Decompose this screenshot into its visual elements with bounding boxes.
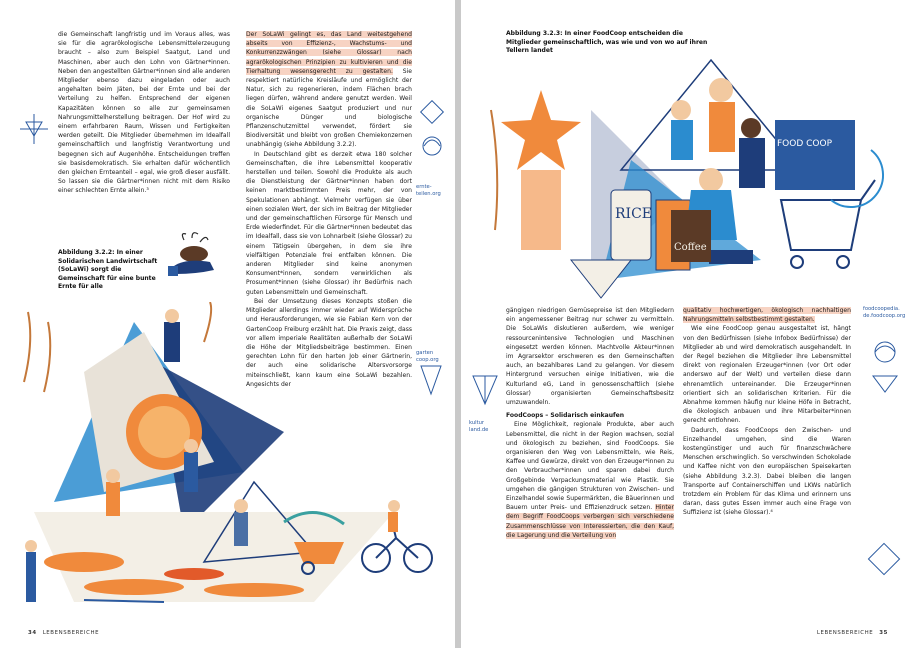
foodcoop-illustration — [481, 50, 901, 300]
right-col1-paragraph-2 — [506, 420, 674, 540]
compass-icon — [18, 112, 50, 146]
left-col2-paragraph-1 — [246, 30, 412, 150]
right-col2-paragraph-3: Dadurch, dass FoodCoops den Zwischen- und Einzelhandel umgehen, sind die Waren kostengünstiger und auch für finanzschwächere Menschen erschwinglich. So verschwinden Schokolade und Kaffee nicht von den europäischen Speisekarten (siehe Abbildung 3.2.3). Dabei bleiben die langen Transporte auf Containerschiffen und LKWs natürlich trotzdem ein Problem für das Klima und erinnern uns daran, dass gutes Essen immer auch eine Frage von Suffizienz ist (siehe Glossar).⁴ — [683, 426, 851, 517]
section-heading-foodcoops: FoodCoops – Solidarisch einkaufen — [506, 412, 625, 420]
left-col2-paragraph-3: Bei der Umsetzung dieses Konzepts stoßen die Mitglieder allerdings immer wieder auf Widersprüche und Herausforderungen, wie sie Fabian Kern von der GartenCoop Freiburg erzählt hat. Die Praxis zeigt, dass vor allem imperiale Realitäten außerhalb der SoLaWi die Höhe der Mitgliedsbeiträge bestimmen. Einen gerechten Lohn für den harten Job einer Gärtnerin, der auch eine solidarische Altersvorsorge miteinschließt, kann kaum eine SoLaWi bezahlen. Angesichts der — [246, 297, 412, 388]
left-col2-paragraph-1-rest: Sie respektiert natürliche Kreisläufe und ermöglicht der Natur, sich zu regenerieren, indem Flächen brach liegen dürfen, während andere genutzt werden. Weil die SoLaWi eigenes Saatgut produziert und nur organische Dünger und biologische Pflanzenschutzmittel verwendet, fördert sie Biodiversität und bleibt von großen Chemiekonzernen unabhängig (siehe Abbildung 3.2.2). — [246, 67, 412, 149]
right-col1-paragraph-1: gängigen niedrigen Gemüsepreise ist den Mitgliedern ein angemessener Beitrag nur schwer zu vermitteln. Die SoLaWis diskutieren außerdem, wie weniger ressourcenintensive Technologien und Maschinen eingesetzt werden können. Machtvolle Akteur*innen im Agrarsektor erschweren es den Gemeinschaften auch, an bezahlbares Land zu gelangen. Vor diesem Hintergrund versuchen einige Initiativen, wie die Kulturland eG, Land in genossenschaftlich (siehe Glossar) organisierten Gemeinschaftsbesitz umzuwandeln. — [506, 307, 674, 407]
right-page — [461, 0, 916, 648]
highlighted-sentence-right-cont: qualitativ hochwertigen, ökologisch nachhaltigen Nahrungsmitteln selbstbestimmt gestalten. — [683, 307, 851, 324]
left-col1-paragraph: die Gemeinschaft langfristig und im Voraus alles, was sie für die agrarökologische Lebensmittelerzeugung braucht – also zum Beispiel Saatgut, Land und Maschinen, aber auch den Lohn von Gärtner*innen. Neben den angestellten Gärtner*innen sind alle anderen Mitglieder ebenso dazu eingeladen oder auch angehalten beim Jäten, bei der Ernte und bei der Verteilung zu helfen. Entsprechend der eigenen Kapazitäten können so alle zur gemeinsamen Nahrungsmittelherstellung beitragen. Der Hof wird zu einem erfahrbaren Raum, Wissen und Fertigkeiten werden geteilt. Die Mitglieder übernehmen im Idealfall gemeinschaftlich und langfristig Verantwortung und begegnen sich auf Augenhöhe. Entscheidungen treffen sie basisdemokratisch. Sie erhalten dafür wöchentlich den gleichen Ernteanteil – egal, wie groß dieser ausfällt. So lassen sie die Gärtner*innen nicht mit dem Risiko einer schlechten Ernte allein.³ — [58, 31, 230, 195]
right-col1-paragraph-2-text: Eine Möglichkeit, regionale Produkte, aber auch Lebensmittel, die nicht in der Region wachsen, sozial und ökologisch zu beziehen, sind FoodCoops. Sie organisieren den Weg von Lebensmitteln, wie Reis, Kaffee und Gewürze, direkt von den Erzeuger*innen zu den Verbraucher*innen und sparen dabei durch Großgebinde Verpackungsmaterial wie Plastik. Sie umgehen die gängigen Strukturen von Zwischen- und Einzelhandel sowie Supermärkten, die Bäuerinnen und Bauern unter Preis- und Effizienzdruck setzen. — [506, 421, 674, 512]
right-col2-paragraph-2: Wie eine FoodCoop genau ausgestaltet ist, hängt von den Bedürfnissen (siehe Infobox Bedürfnisse) der Mitglieder ab und wird demokratisch ausgehandelt. In der Regel beziehen die Mitglieder ihre Lebensmittel direkt von regionalen Erzeuger*innen (vor Ort oder anderswo auf der Welt) und verteilen diese dann ehrenamtlich untereinander. Die Erzeuger*innen orientiert sich an solidarischen Kriterien. Für die Abnahme kommen häufig nur kleine Höfe in Betracht, die ökologisch anbauen und ihre Mitarbeiter*innen gerecht entlohnen. — [683, 325, 851, 425]
foodcoop-sign: FOOD COOP — [777, 139, 833, 149]
page-number-left: 34 — [28, 630, 37, 636]
figure-caption-3-2-2: Abbildung 3.2.2: In einer Solidarischen Landwirtschaft (SoLaWi) sorgt die Gemeinschaft für eine bunte Ernte für alle — [58, 249, 158, 291]
highlighted-sentence: Der SoLaWi gelingt es, das Land weitestgehend abseits von Effizienz-, Wachstums- und Konkurrenzzwängen (siehe Glossar) nach agrarökologischen Prinzipien zu kultivieren und die Tierhaltung wesensgerecht zu gestalten. — [246, 31, 412, 75]
footer-label-right: LEBENSBEREICHE — [816, 630, 874, 636]
rice-label: RICE — [615, 206, 653, 222]
right-column-1 — [506, 306, 674, 540]
left-column-1 — [58, 30, 230, 196]
geometric-icons — [418, 100, 448, 170]
page-number-right: 35 — [879, 630, 888, 636]
left-page — [0, 0, 455, 648]
right-col2-paragraph-1 — [683, 306, 851, 324]
figure-caption-3-2-3: Abbildung 3.2.3: In einer FoodCoop entscheiden die Mitglieder gemeinschaftlich, was wie und von wo auf ihren Tellern landet — [506, 30, 708, 55]
highlighted-sentence-right: Hinter dem Begriff FoodCoops verbergen sich verschiedene Zusammenschlüsse von Interessierten, die den Kauf, die Lagerung und die Verteilung von — [506, 504, 674, 539]
geometric-icons-right — [865, 336, 905, 396]
right-column-2 — [683, 306, 851, 518]
right-footer — [817, 630, 894, 636]
harvest-illustration — [14, 302, 434, 620]
left-footer — [22, 630, 99, 636]
hand-holding-seedling-illustration — [166, 232, 220, 282]
margin-link-ernte-teilen[interactable]: ernte-teilen.org — [416, 184, 441, 197]
margin-link-gartencoop[interactable]: garten coop.org — [416, 350, 439, 363]
left-col2-paragraph-2: In Deutschland gibt es derzeit etwa 180 solcher Gemeinschaften, die ihre Lebensmittel kooperativ herstellen und teilen. Sowohl die Produkte als auch die Dienstleistung der Gärtner*innen haben dort keinen marktbestimmten Preis mehr, der von Spekulationen abhängt. Vielmehr verfügen sie über einen sozialen Wert, der sich im Beitrag der Mitglieder und der gemeinschaftlichen Fürsorge für Mensch und Erde wiederfindet. Für die Gärtner*innen bedeutet das im Idealfall, dass sie von Lohnarbeit (siehe Glossar) zu einem Tätigsein übergehen, in dem sie ihre vielfältigen Potenziale frei entfalten können. Die anderen Mitglieder sind keine anonymen Konsument*innen, sondern verwirklichen als Prosument*innen (siehe Glossar) ihr Bedürfnis nach guten Lebensmitteln und Gemeinschaft. — [246, 150, 412, 296]
footer-label-left: LEBENSBEREICHE — [42, 630, 100, 636]
triangle-compass-icon — [469, 370, 501, 410]
coffee-label: Coffee — [674, 242, 707, 253]
margin-link-foodcoopedia[interactable]: foodcoopedia. de.foodcoop.org — [863, 306, 906, 319]
margin-link-kulturland[interactable]: kultur land.de — [469, 420, 489, 433]
diamond-icon — [865, 540, 905, 580]
